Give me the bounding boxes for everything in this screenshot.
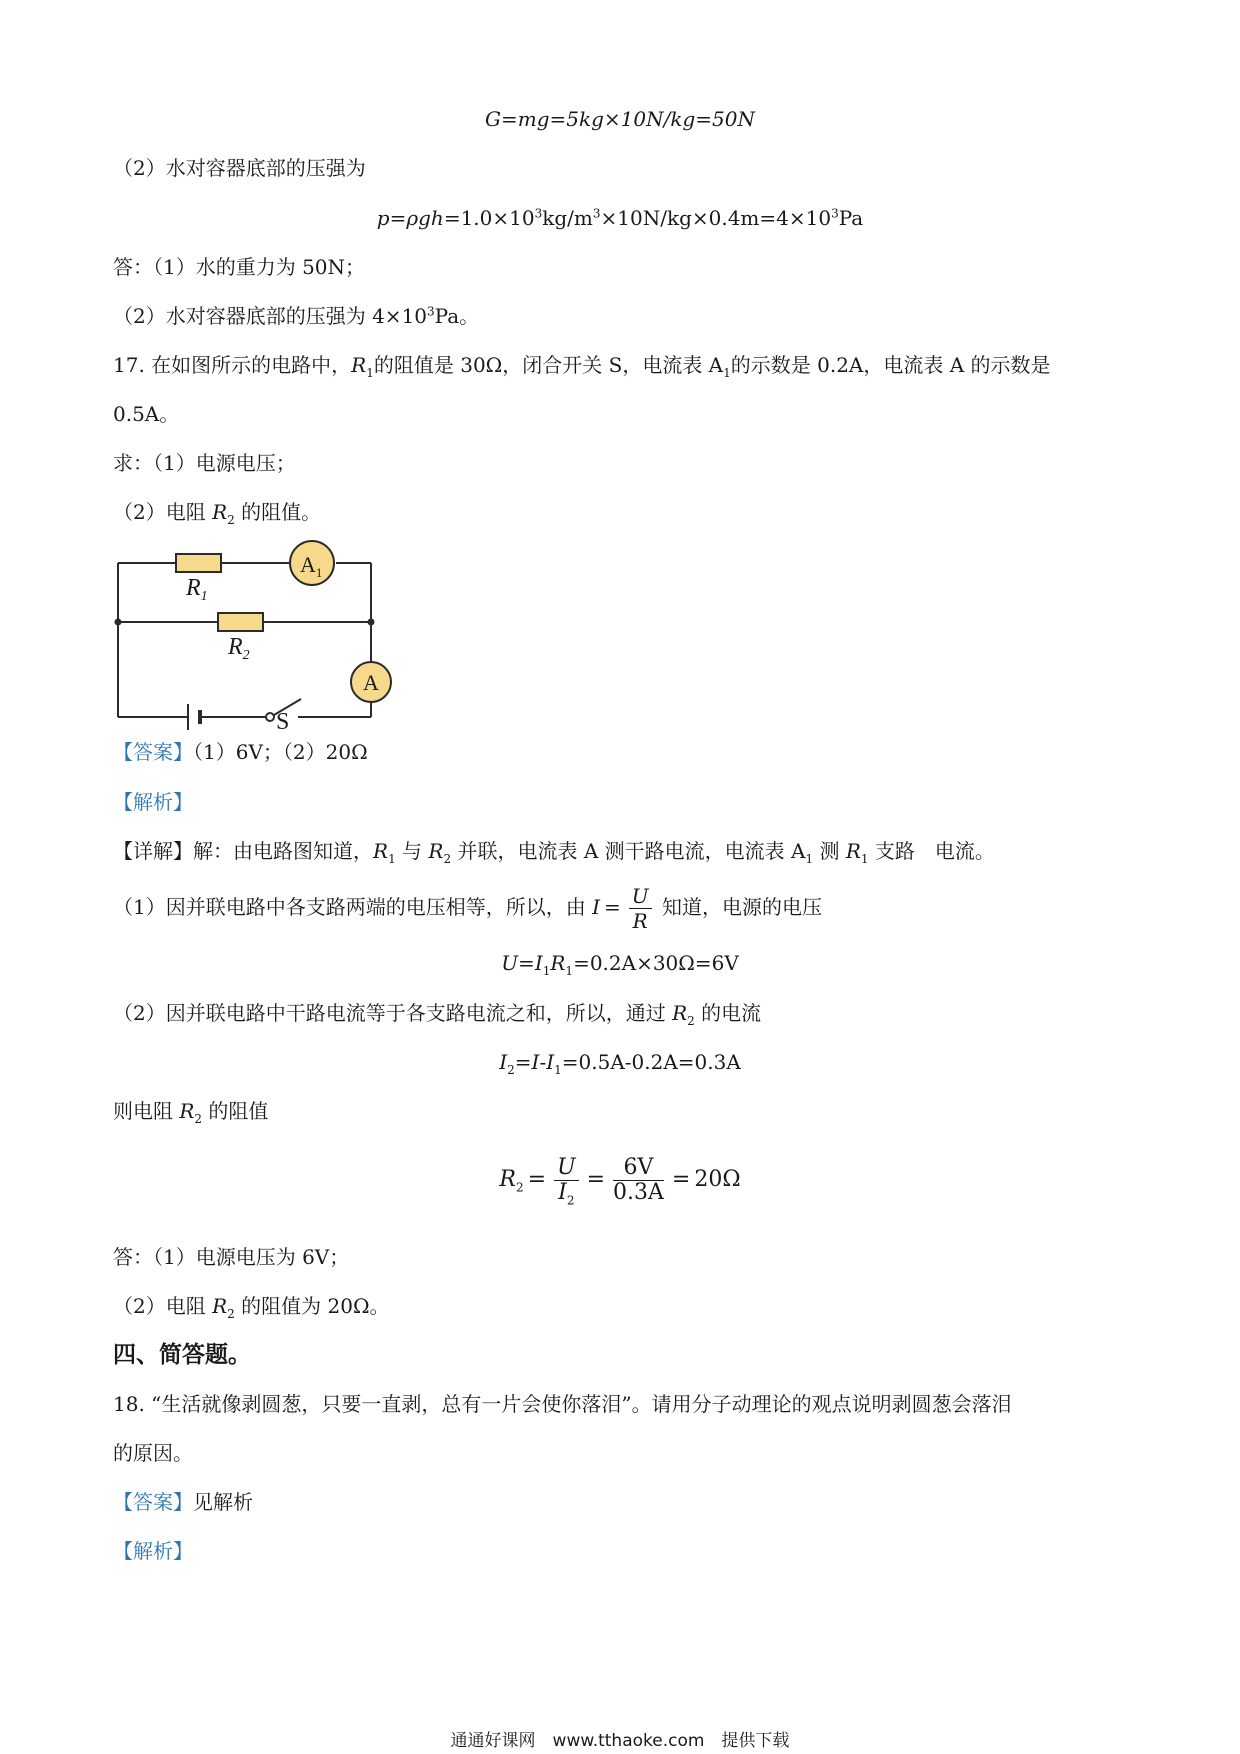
pressure-exp2: 3	[592, 206, 601, 221]
ask2-b: 的阻值。	[234, 500, 322, 524]
r2f-r: R	[499, 1167, 516, 1192]
r2-label: R	[228, 634, 243, 660]
analysis-18	[113, 1536, 193, 1566]
detail-line	[113, 836, 995, 866]
i2-s2: 1	[554, 1063, 562, 1077]
question-17-ask1: 求：（1）电源电压；	[113, 451, 296, 475]
u-s1: 1	[542, 964, 551, 978]
then-r: R	[179, 1099, 195, 1123]
resistor-r2	[218, 613, 263, 631]
i2-minus: -	[539, 1050, 547, 1074]
pressure-exp1: 3	[534, 206, 543, 221]
final2-a: （2）电阻	[113, 1294, 213, 1318]
r2f-den1-sub: 2	[566, 1192, 575, 1207]
answer1-line2-b: Pa。	[434, 304, 480, 328]
u-rest: =0.2A×30Ω=6V	[573, 951, 739, 975]
i2-eq: =	[514, 1050, 532, 1074]
a1-sub: 1	[315, 565, 323, 580]
i2-s: 2	[507, 1063, 515, 1077]
pressure-rhogh: ρgh	[406, 206, 444, 230]
final-answer-2	[113, 1291, 390, 1321]
final2-r: R	[212, 1294, 228, 1318]
pressure-eq: =	[389, 206, 407, 230]
step1-line	[113, 879, 822, 935]
step1-fraction	[629, 884, 652, 933]
junction-right	[368, 619, 375, 626]
analysis-tag-text: 【解析】	[113, 790, 193, 814]
question-18-line2: 的原因。	[113, 1441, 193, 1465]
battery-symbol	[188, 704, 200, 730]
section-4-heading: 四、简答题。	[113, 1341, 251, 1368]
ask2-a: （2）电阻	[113, 500, 213, 524]
final2-s: 2	[227, 1307, 235, 1321]
i2-i2: I	[531, 1050, 540, 1074]
q17-a: 17. 在如图所示的电路中，	[113, 353, 352, 377]
detail-r2: R	[428, 839, 444, 863]
s-label: S	[276, 709, 290, 730]
pressure-d: Pa	[838, 206, 864, 230]
detail-s4: 1	[860, 852, 869, 866]
resistor-r1	[176, 554, 221, 572]
step1-num: U	[629, 884, 652, 909]
ask2-r: R	[212, 500, 228, 524]
pressure-a: =1.0×10	[443, 206, 535, 230]
q17-r-sub: 1	[366, 366, 374, 380]
junction-left	[115, 619, 122, 626]
r2f-den2: 0.3A	[613, 1179, 664, 1205]
step2-a: （2）因并联电路中干路电流等于各支路电流之和，所以，通过	[113, 1001, 673, 1025]
analysis-18-tag: 【解析】	[113, 1539, 193, 1563]
detail-e: 支路 电流。	[868, 839, 995, 863]
detail-tag: 【详解】	[113, 839, 193, 863]
pressure-b: kg/m	[542, 206, 593, 230]
r2f-frac1	[554, 1156, 579, 1205]
ask2-sub: 2	[227, 513, 235, 527]
pressure-formula	[0, 203, 1240, 233]
detail-b: 与	[395, 839, 429, 863]
r2-sub: 2	[242, 648, 250, 663]
u-s2: 1	[565, 964, 574, 978]
detail-r3: R	[845, 839, 861, 863]
a1-label: A	[300, 552, 316, 577]
r2-formula	[0, 1150, 1240, 1210]
answer-text: （1）6V；（2）20Ω	[193, 740, 368, 764]
question-17-line1	[113, 350, 1051, 380]
r2f-eq3: =	[671, 1167, 691, 1192]
question-17-line2: 0.5A。	[113, 402, 180, 426]
step1-den: R	[632, 909, 648, 933]
final-answer-1: 答：（1）电源电压为 6V；	[113, 1245, 350, 1269]
then-a: 则电阻	[113, 1099, 180, 1123]
step1-a: （1）因并联电路中各支路两端的电压相等，所以，由	[113, 895, 593, 919]
a-label: A	[363, 670, 379, 695]
r1-label: R	[186, 575, 201, 601]
svg-text:R1	[185, 575, 208, 604]
q17-r: R	[351, 353, 367, 377]
answer1-line2	[113, 301, 479, 331]
i2-formula	[0, 1047, 1240, 1077]
r2f-eq1: =	[527, 1167, 547, 1192]
pressure-c: ×10N/kg×0.4m=4×10	[600, 206, 832, 230]
q17-a-sub: 1	[723, 366, 731, 380]
r2f-eq2: =	[586, 1167, 606, 1192]
u-r: R	[550, 951, 566, 975]
answer-18-tag: 【答案】	[113, 1490, 193, 1514]
r2f-num2: 6V	[613, 1156, 664, 1181]
r2f-frac2	[613, 1156, 664, 1205]
question-18-line1: 18. “生活就像剥圆葱，只要一直剥，总有一片会使你落泪”。请用分子动理论的观点说明剥圆葱会落泪	[113, 1392, 1012, 1416]
step2-b: 的电流	[694, 1001, 762, 1025]
pressure-exp3: 3	[831, 206, 839, 221]
detail-d: 测	[813, 839, 846, 863]
answer1-line2-a: （2）水对容器底部的压强为 4×10	[113, 304, 428, 328]
then-b: 的阻值	[202, 1099, 269, 1123]
answer-tag: 【答案】	[113, 740, 193, 764]
detail-s3: 1	[805, 852, 814, 866]
circuit-diagram	[110, 535, 410, 730]
g-formula	[0, 104, 1240, 134]
then-line	[113, 1096, 268, 1126]
detail-s2: 2	[443, 852, 452, 866]
question-17-ask2	[113, 497, 321, 527]
step2-r: R	[672, 1001, 688, 1025]
r2f-den1-wrap	[554, 1181, 579, 1205]
i2-i: I	[499, 1050, 508, 1074]
detail-r1: R	[373, 839, 389, 863]
u-eq: =	[518, 951, 535, 975]
analysis-tag	[113, 787, 193, 817]
svg-text:R2	[227, 634, 250, 663]
detail-s1: 1	[388, 852, 396, 866]
answer1-line2-exp: 3	[427, 304, 435, 319]
u-u: U	[501, 951, 519, 975]
answer-18-text: 见解析	[193, 1490, 253, 1514]
q17-c: 的示数是 0.2A，电流表 A 的示数是	[730, 353, 1051, 377]
final2-b: 的阻值为 20Ω。	[234, 1294, 390, 1318]
r2f-den1: I	[558, 1179, 567, 1205]
then-s: 2	[194, 1112, 203, 1126]
i2-rest: =0.5A-0.2A=0.3A	[561, 1050, 741, 1074]
answer1-line1: 答：（1）水的重力为 50N；	[113, 255, 366, 279]
step1-i: I	[592, 895, 600, 919]
g-formula-text: G=mg=5kg×10N/kg=50N	[485, 107, 755, 131]
i2-i3: I	[546, 1050, 555, 1074]
r1-sub: 1	[200, 589, 208, 604]
step1-b: 知道，电源的电压	[655, 895, 822, 919]
pressure-p: p	[376, 206, 390, 230]
q17-b: 的阻值是 30Ω，闭合开关 S，电流表 A	[373, 353, 724, 377]
r2f-num1: U	[554, 1156, 579, 1181]
u-i: I	[534, 951, 543, 975]
step1-eq: =	[604, 895, 621, 919]
q2-pressure-intro: （2）水对容器底部的压强为	[113, 156, 366, 180]
r2f-s: 2	[515, 1180, 524, 1195]
step2-line	[113, 998, 761, 1028]
answer-17	[113, 737, 368, 767]
r2f-val: 20Ω	[694, 1167, 741, 1192]
detail-a: 解：由电路图知道，	[193, 839, 373, 863]
page-footer: 通通好课网 www.tthaoke.com 提供下载	[450, 1731, 790, 1751]
u-formula	[0, 948, 1240, 978]
step2-s: 2	[687, 1014, 695, 1028]
answer-18	[113, 1487, 253, 1517]
detail-c: 并联，电流表 A 测干路电流，电流表 A	[451, 839, 806, 863]
